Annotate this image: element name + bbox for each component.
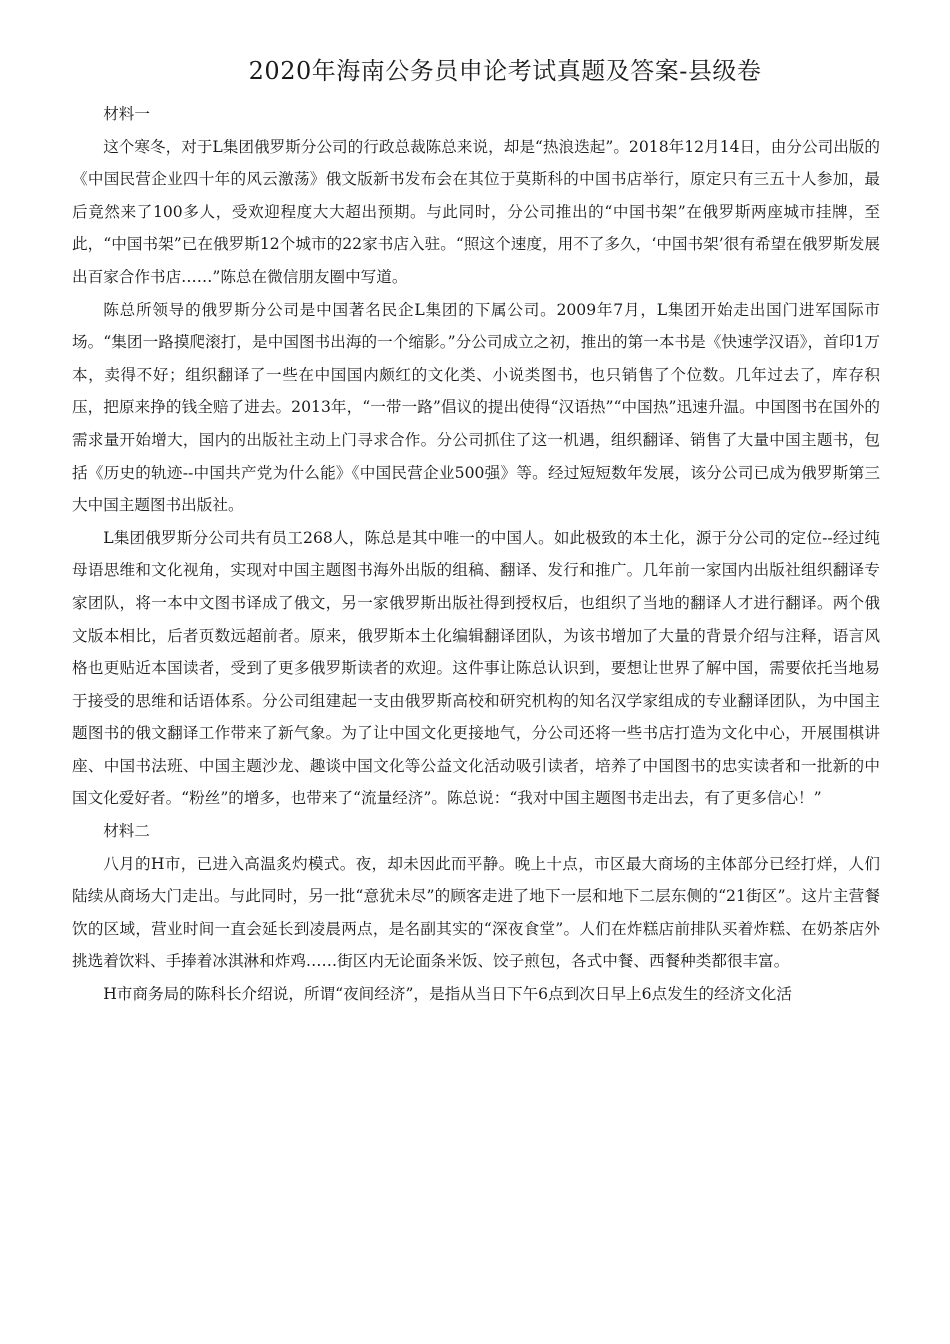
document-body [72, 98, 880, 1011]
document-title: 2020年海南公务员申论考试真题及答案-县级卷 [248, 57, 762, 85]
paragraph: 这个寒冬，对于L集团俄罗斯分公司的行政总裁陈总来说，却是“热浪迭起”。2018年12月14日，由分公司出版的《中国民营企业四十年的风云激荡》俄文版新书发布会在其位于莫斯科的中国书店举行，原定只有三五十人参加，最后竟然来了100多人，受欢迎程度大大超出预期。与此同时，分公司推出的“中国书架”在俄罗斯两座城市挂牌，至此，“中国书架”已在俄罗斯12个城市的22家书店入驻。“照这个速度，用不了多久，‘中国书架’很有希望在俄罗斯发展出百家合作书店……”陈总在微信朋友圈中写道。 [72, 137, 880, 286]
section-heading: 材料二 [103, 822, 150, 841]
section-heading: 材料一 [103, 105, 150, 123]
paragraph: L集团俄罗斯分公司共有员工268人，陈总是其中唯一的中国人。如此极致的本土化，源于分公司的定位--经过纯母语思维和文化视角，实现对中国主题图书海外出版的组稿、翻译、发行和推广。几年前一家国内出版社组织翻译专家团队，将一本中文图书译成了俄文，另一家俄罗斯出版社得到授权后，也组织了当地的翻译人才进行翻译。两个俄文版本相比，后者页数远超前者。原来，俄罗斯本土化编辑翻译团队，为该书增加了大量的背景介绍与注释，语言风格也更贴近本国读者，受到了更多俄罗斯读者的欢迎。这件事让陈总认识到，要想让世界了解中国，需要依托当地易于接受的思维和话语体系。分公司组建起一支由俄罗斯高校和研究机构的知名汉学家组成的专业翻译团队，为中国主题图书的俄文翻译工作带来了新气象。为了让中国文化更接地气，分公司还将一些书店打造为文化中心，开展围棋讲座、中国书法班、中国主题沙龙、趣谈中国文化等公益文化活动吸引读者，培养了中国图书的忠实读者和一批新的中国文化爱好者。“粉丝”的增多，也带来了“流量经济”。陈总说：“我对中国主题图书走出去，有了更多信心！” [72, 528, 880, 808]
paragraph: 八月的H市，已进入高温炙灼模式。夜，却未因此而平静。晚上十点，市区最大商场的主体部分已经打烊，人们陆续从商场大门走出。与此同时，另一批“意犹未尽”的顾客走进了地下一层和地下二层东侧的“21街区”。这片主营餐饮的区域，营业时间一直会延长到凌晨两点，是名副其实的“深夜食堂”。人们在炸糕店前排队买着炸糕、在奶茶店外挑选着饮料、手捧着冰淇淋和炸鸡……街区内无论面条米饭、饺子煎包，各式中餐、西餐种类都很丰富。 [72, 854, 880, 971]
paragraph: 陈总所领导的俄罗斯分公司是中国著名民企L集团的下属公司。2009年7月，L集团开始走出国门进军国际市场。“集团一路摸爬滚打，是中国图书出海的一个缩影。”分公司成立之初，推出的第一本书是《快速学汉语》，首印1万本，卖得不好；组织翻译了一些在中国国内颇红的文化类、小说类图书，也只销售了个位数。几年过去了，库存积压，把原来挣的钱全赔了进去。2013年，“一带一路”倡议的提出使得“汉语热”“中国热”迅速升温。中国图书在国外的需求量开始增大，国内的出版社主动上门寻求合作。分公司抓住了这一机遇，组织翻译、销售了大量中国主题书，包括《历史的轨迹--中国共产党为什么能》《中国民营企业500强》等。经过短短数年发展，该分公司已成为俄罗斯第三大中国主题图书出版社。 [72, 300, 880, 515]
paragraph: H市商务局的陈科长介绍说，所谓“夜间经济”，是指从当日下午6点到次日早上6点发生的经济文化活 [103, 985, 792, 1004]
